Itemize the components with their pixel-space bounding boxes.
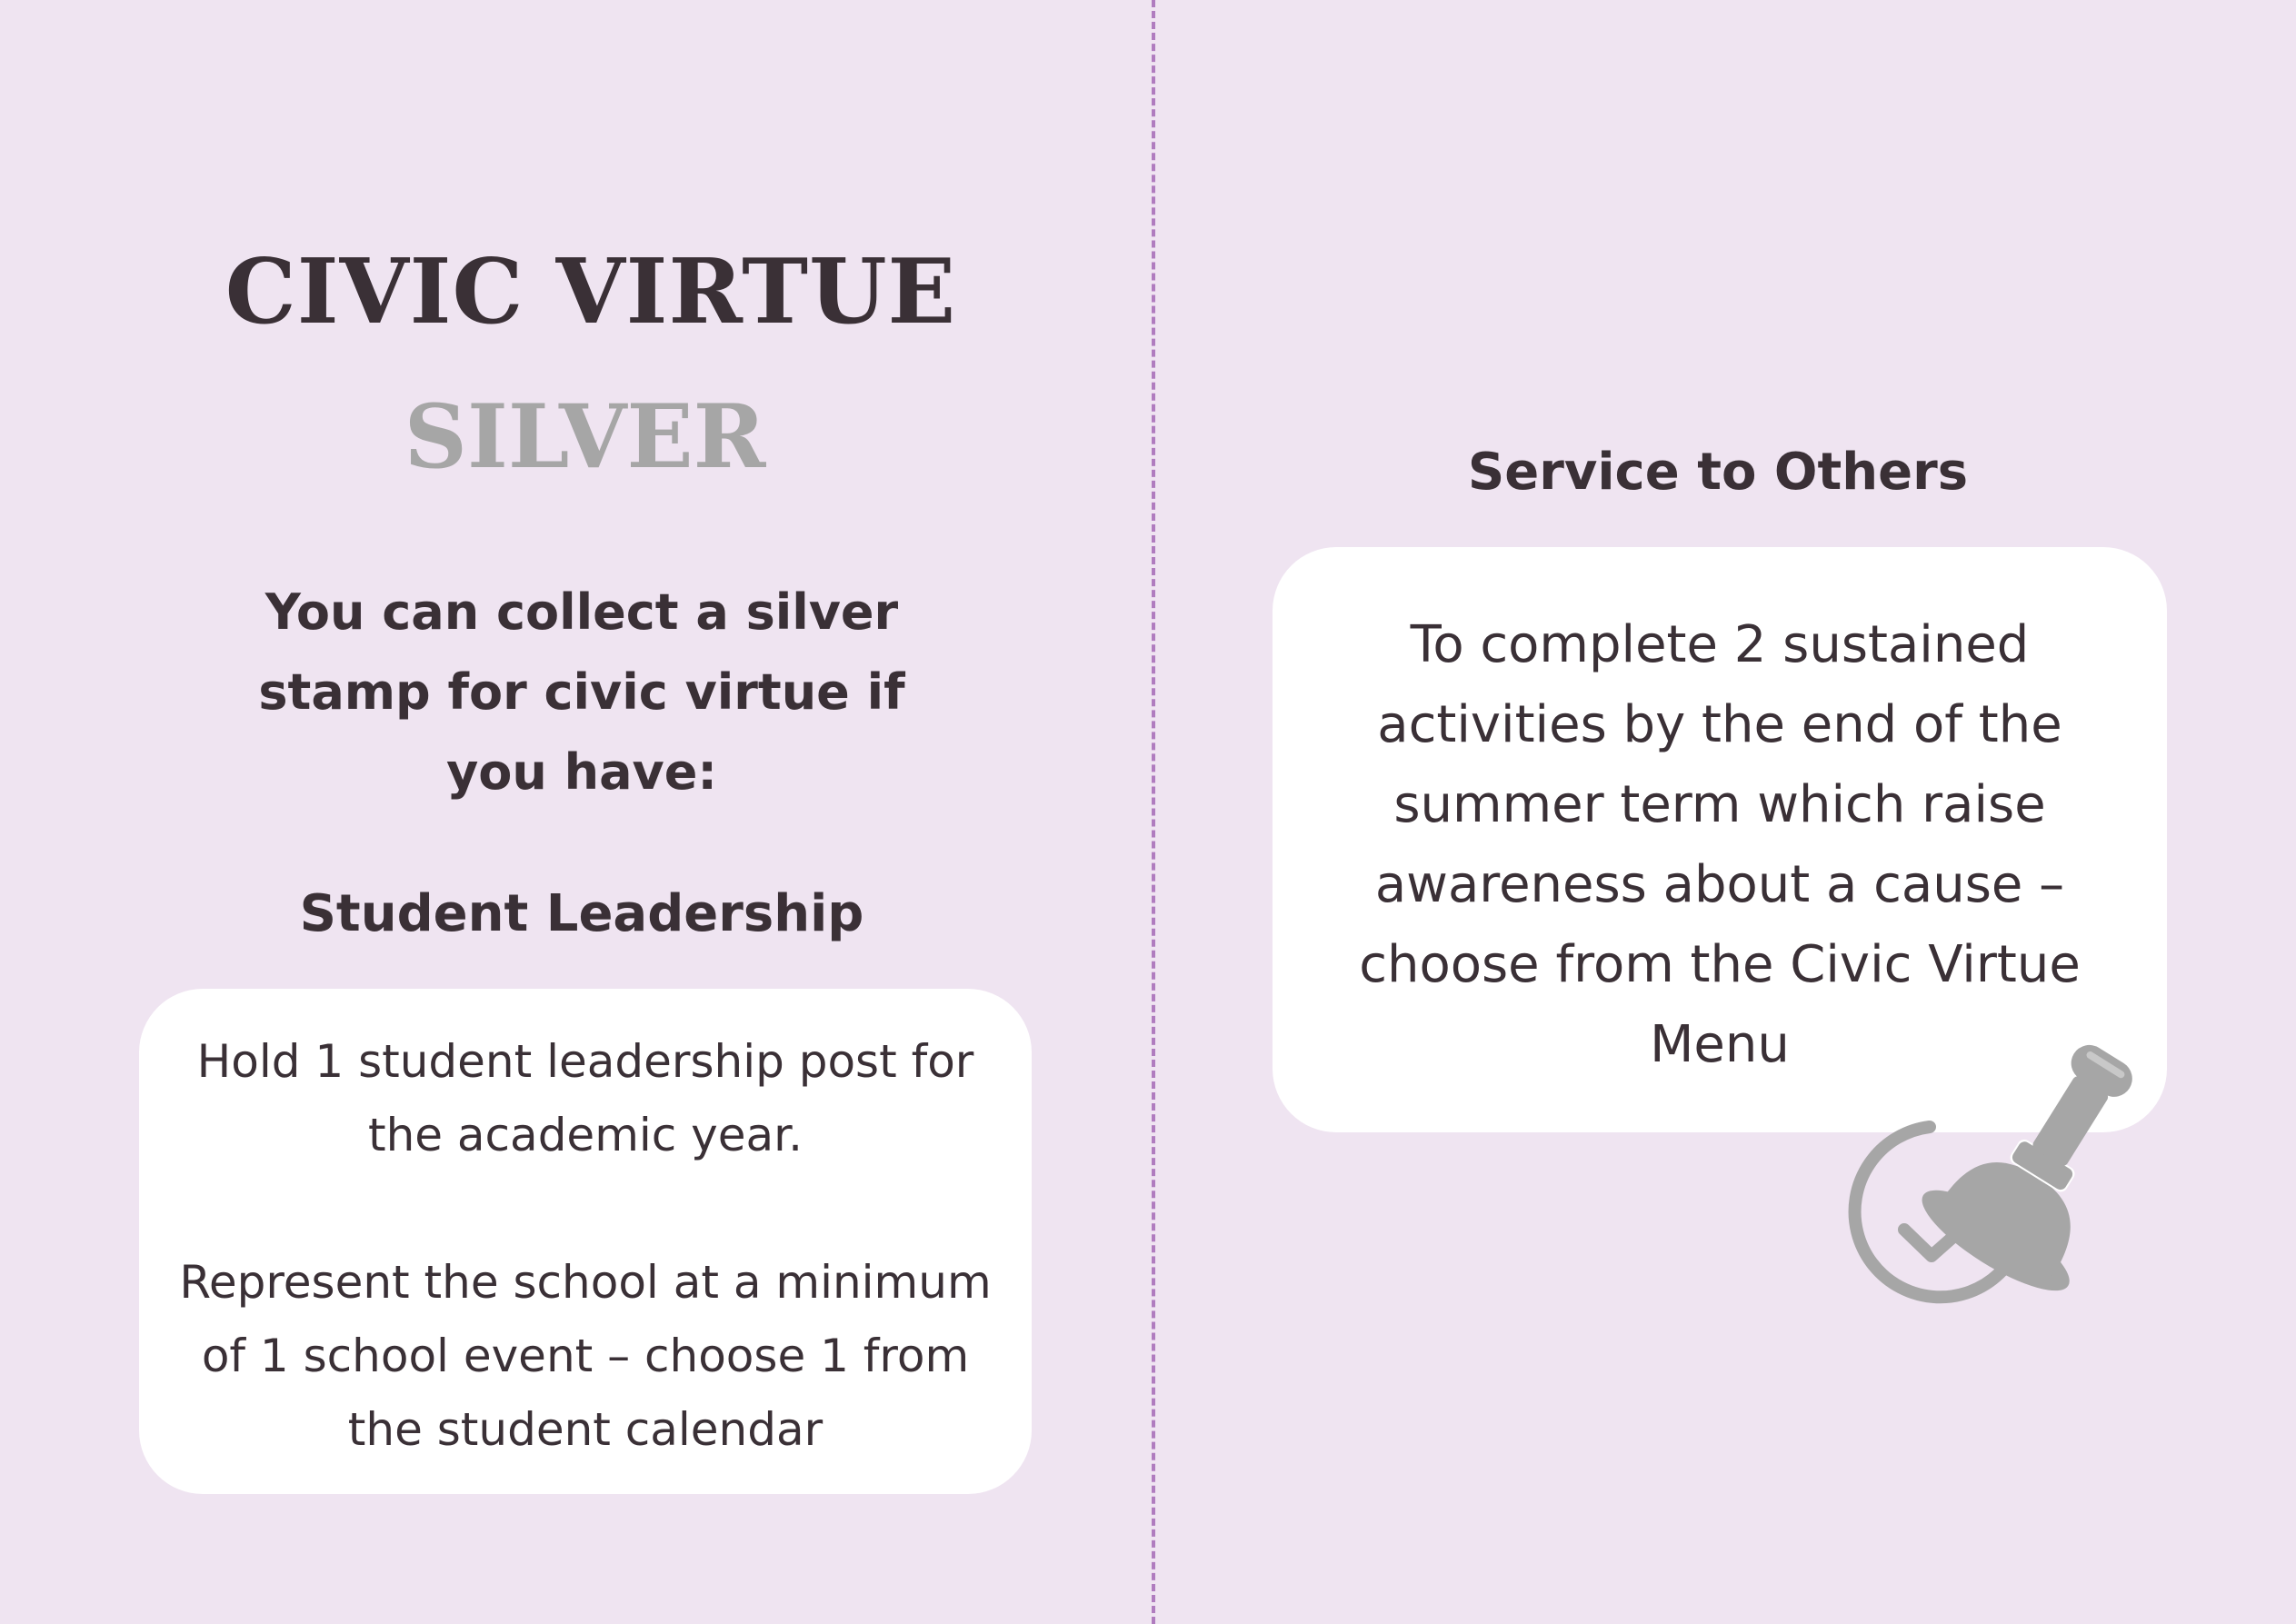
intro-text: You can collect a silver stamp for civic virtue if you have: <box>258 583 905 801</box>
stamp-icon <box>1822 1018 2150 1318</box>
section-heading-service-to-others: Service to Others <box>1467 443 1969 502</box>
card-paragraph: Hold 1 student leadership post for the academic year. <box>196 1035 974 1161</box>
card-paragraph: Represent the school at a minimum of 1 school event – choose 1 from the student calendar <box>179 1256 992 1456</box>
student-leadership-card <box>139 989 1032 1494</box>
page-title: CIVIC VIRTUE <box>225 240 957 344</box>
card-paragraph: To complete 2 sustained activities by the end of the summer term which raise awareness about a cause – choose from the Civic Virtue Menu <box>1359 615 2081 1074</box>
section-heading-student-leadership: Student Leadership <box>299 884 864 943</box>
level-label: SILVER <box>404 385 766 488</box>
